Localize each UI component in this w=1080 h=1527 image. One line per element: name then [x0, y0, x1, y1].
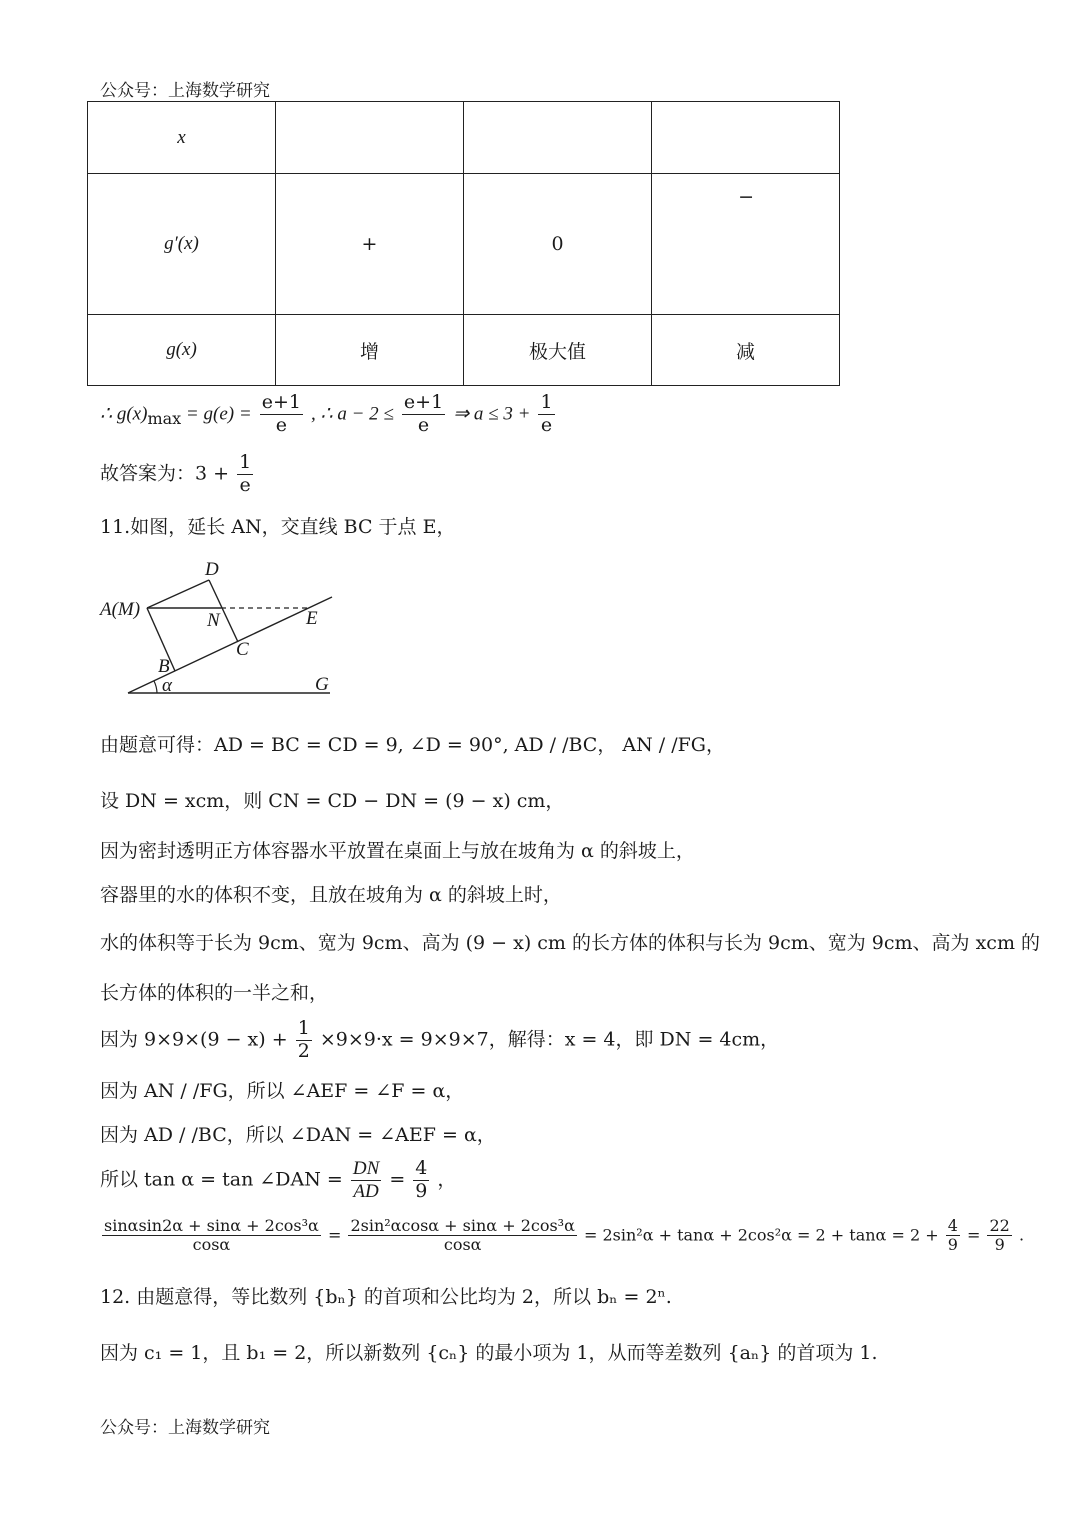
table-cell: 减	[652, 315, 840, 386]
table-cell	[464, 102, 652, 174]
solution-line: 因为密封透明正方体容器水平放置在桌面上与放在坡角为 α 的斜坡上，	[100, 840, 695, 862]
fraction: $\frac{4}{9}$	[415, 1157, 428, 1202]
table-cell: 0	[464, 174, 652, 315]
label-n: N	[207, 610, 220, 631]
solution-line: 所以 tan α = tan ∠DAN = $\frac{DN}{AD}$ = $\frac{4}{9}$ ，	[100, 1157, 457, 1202]
table-cell: +	[276, 174, 464, 315]
line-slope	[128, 597, 332, 693]
sign-table	[87, 101, 840, 386]
table-row	[88, 102, 840, 174]
segment-ad	[147, 580, 209, 608]
table-cell	[276, 102, 464, 174]
table-cell	[652, 102, 840, 174]
fraction: $\frac{\text{sinαsin2α + sinα + 2cos³α}}{\cos\alpha}$	[104, 1216, 319, 1255]
label-alpha: α	[162, 675, 172, 696]
solution-line: 因为 AN / /FG，所以 ∠AEF = ∠F = α，	[100, 1080, 465, 1102]
fraction: $\frac{4}{9}$	[947, 1216, 958, 1255]
solution-line: 容器里的水的体积不变，且放在坡角为 α 的斜坡上时，	[100, 884, 562, 906]
label-b: B	[158, 656, 170, 677]
fraction: $\frac{1}{e}$	[239, 451, 252, 496]
solution-line: 因为 9×9×(9 − x) + $\frac{1}{2}$ ×9×9·x = 9×9×7，解得：x = 4，即 DN = 4cm，	[100, 1017, 780, 1062]
fraction: $\frac{\text{2sin²αcosα + sinα + 2cos³α}}{\cos\alpha}$	[350, 1216, 575, 1255]
table-cell: g(x)	[88, 315, 276, 386]
geometry-figure	[95, 555, 345, 700]
page-header: 公众号：上海数学研究	[100, 81, 270, 101]
label-g: G	[315, 674, 329, 695]
max-value-line: ∴ $g(x)_{max} = g(e)$ = $\frac{e+1}{e}$ , ∴ a − 2 ≤ $\frac{e+1}{e}$ ⇒ a ≤ 3 + $\frac{1}{e}$	[100, 391, 553, 436]
fraction: $\frac{DN}{AD}$	[352, 1158, 380, 1202]
solution-line: 因为 AD / /BC，所以 ∠DAN = ∠AEF = α，	[100, 1124, 496, 1146]
table-cell: g′(x)	[88, 174, 276, 315]
problem-11-intro: 11.如图，延长 AN，交直线 BC 于点 E，	[100, 516, 456, 538]
fraction: $\frac{1}{2}$	[297, 1017, 310, 1062]
solution-line: $\frac{\text{sinαsin2α + sinα + 2cos³α}}{\cos\alpha}$ = $\frac{\text{2sin²αcosα + sinα + 2cos³α}}{\cos\alpha}$ = 2sin²α + tanα + 2cos²α = 2 + tanα = 2 + $\frac{4}{9}$ = $\frac{22}{9}$ .	[104, 1216, 1025, 1255]
solution-line: 由题意可得：AD = BC = CD = 9, ∠D = 90°, AD / /BC， AN / /FG，	[100, 734, 725, 756]
table-cell: x	[88, 102, 276, 174]
minus-sign: −	[738, 186, 754, 208]
problem-12-line: 12. 由题意得，等比数列 {bₙ} 的首项和公比均为 2，所以 bₙ = 2ⁿ.	[100, 1286, 672, 1308]
fraction: $\frac{22}{9}$	[989, 1216, 1010, 1255]
label-c: C	[236, 639, 249, 660]
solution-line: 水的体积等于长为 9cm、宽为 9cm、高为 (9 − x) cm 的长方体的体积与长为 9cm、宽为 9cm、高为 xcm 的	[100, 932, 1041, 954]
table-cell: 极大值	[464, 315, 652, 386]
answer-line: 故答案为：3 + $\frac{1}{e}$	[100, 451, 252, 496]
table-cell: 增	[276, 315, 464, 386]
solution-line: 长方体的体积的一半之和，	[100, 982, 329, 1004]
table-row	[88, 174, 840, 315]
label-a: A(M)	[100, 599, 141, 620]
fraction: $\frac{1}{e}$	[540, 391, 553, 436]
problem-12-line: 因为 c₁ = 1，且 b₁ = 2，所以新数列 {cₙ} 的最小项为 1，从而等差数列 {aₙ} 的首项为 1.	[100, 1342, 878, 1364]
label-d: D	[205, 559, 219, 580]
fraction: $\frac{e+1}{e}$	[403, 391, 444, 436]
page-footer: 公众号：上海数学研究	[100, 1418, 270, 1438]
table-row	[88, 315, 840, 386]
angle-arc	[154, 681, 157, 693]
solution-line: 设 DN = xcm，则 CN = CD − DN = (9 − x) cm，	[100, 790, 565, 812]
table-cell	[652, 174, 840, 315]
fraction: $\frac{e+1}{e}$	[261, 391, 301, 436]
label-e: E	[306, 608, 318, 629]
